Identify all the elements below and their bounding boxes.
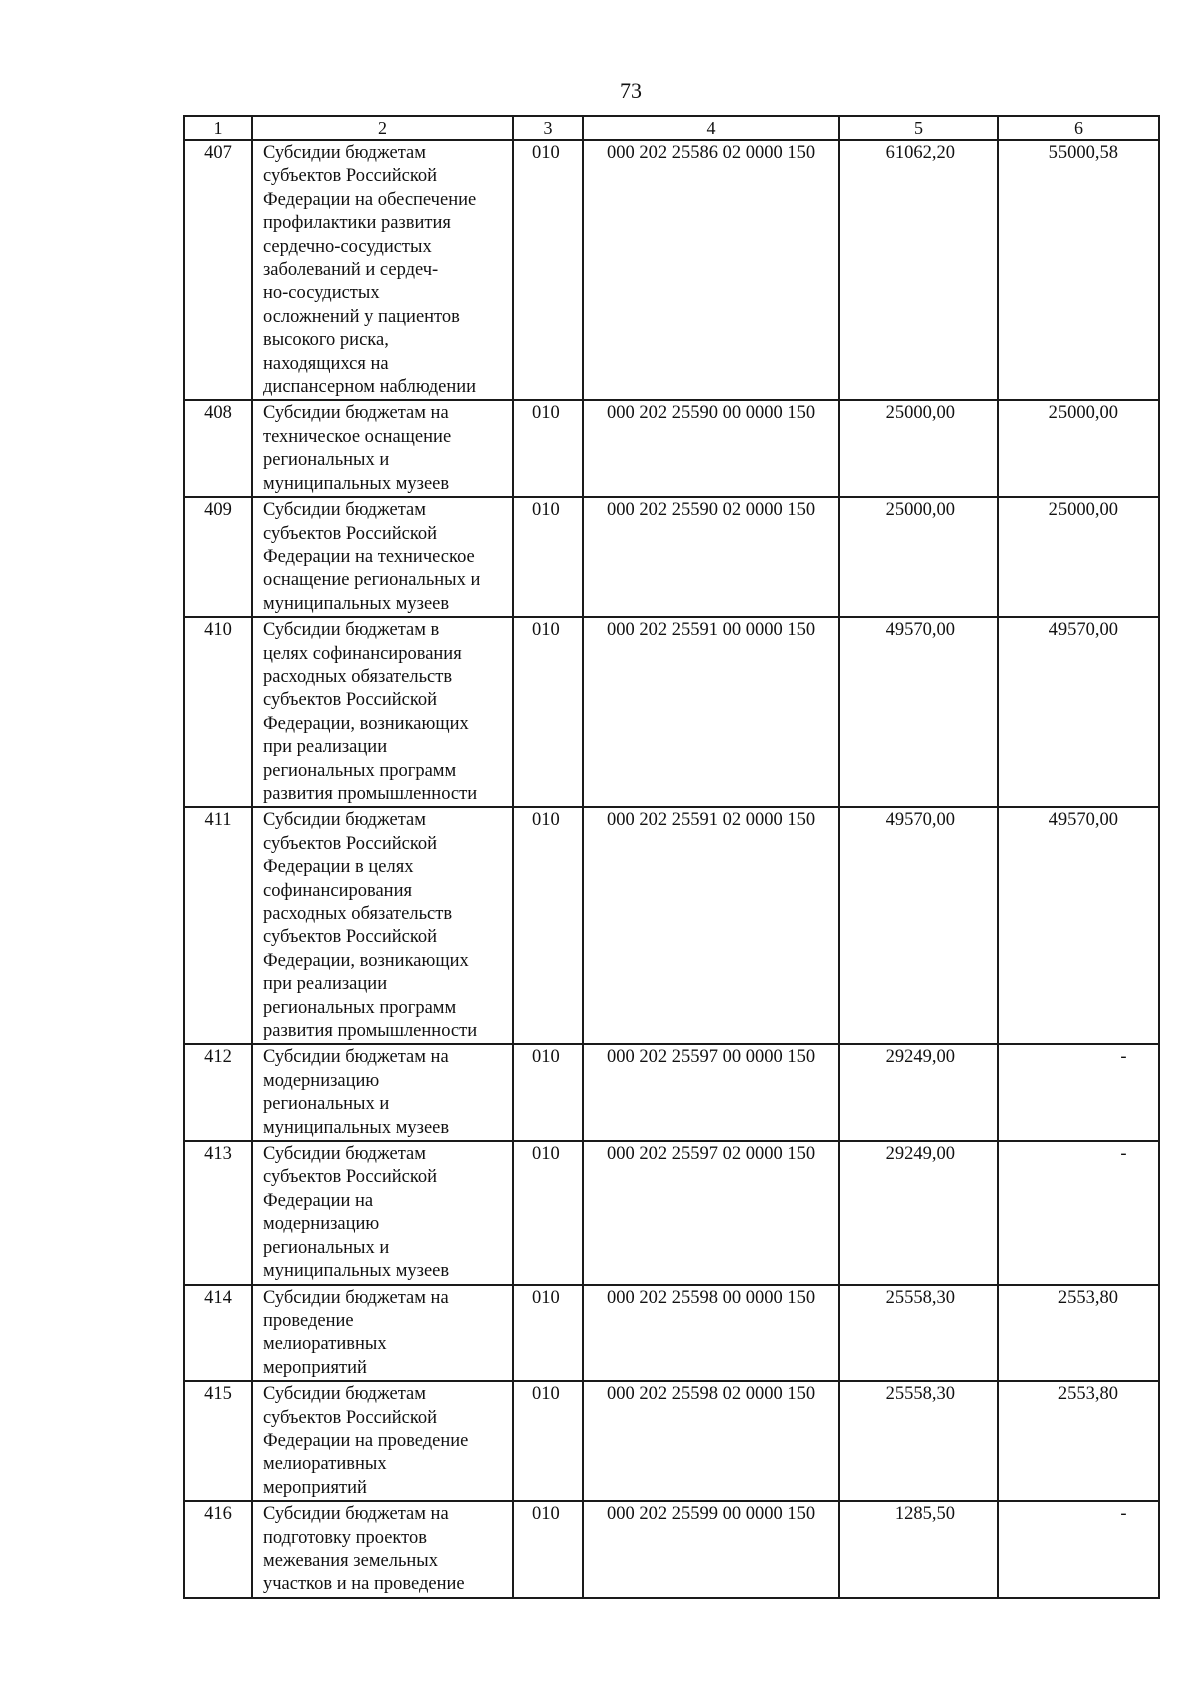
column-header: 5 <box>839 116 998 140</box>
table-row <box>184 140 1159 400</box>
row-name-line: Субсидии бюджетам <box>263 1384 426 1405</box>
row-value1-cell: 49570,00 <box>839 807 998 1044</box>
row-name-line: субъектов Российской <box>263 927 438 948</box>
row-name-line: межевания земельных <box>263 1550 438 1571</box>
row-name-line: региональных программ <box>263 760 457 781</box>
row-value1-cell: 25000,00 <box>839 400 998 497</box>
row-admin-cell: 010 <box>513 1044 583 1141</box>
row-name-line: софинансирования <box>263 880 412 901</box>
row-name-line: при реализации <box>263 737 388 758</box>
row-value2-cell: 25000,00 <box>998 497 1159 617</box>
row-name-line: региональных и <box>263 450 390 471</box>
column-header: 6 <box>998 116 1159 140</box>
row-name-line: находящихся на <box>263 353 389 374</box>
row-value2-cell: 2553,80 <box>998 1381 1159 1501</box>
row-code-cell: 000 202 25591 02 0000 150 <box>583 807 839 1044</box>
row-admin-cell: 010 <box>513 497 583 617</box>
row-value2-cell: 55000,58 <box>998 140 1159 400</box>
row-name-line: субъектов Российской <box>263 690 438 711</box>
row-value2-cell: 49570,00 <box>998 807 1159 1044</box>
row-code-cell: 000 202 25598 00 0000 150 <box>583 1285 839 1382</box>
row-value1-cell: 25000,00 <box>839 497 998 617</box>
row-name-line: муниципальных музеев <box>263 1117 450 1138</box>
row-name-line: подготовку проектов <box>263 1527 427 1548</box>
row-value1-cell: 25558,30 <box>839 1381 998 1501</box>
row-name-line: мелиоративных <box>263 1454 387 1475</box>
row-value2-cell: 49570,00 <box>998 617 1159 807</box>
row-value2-cell: 2553,80 <box>998 1285 1159 1382</box>
budget-table <box>183 115 1160 1599</box>
row-code-cell: 000 202 25591 00 0000 150 <box>583 617 839 807</box>
row-name-line: Федерации в целях <box>263 857 414 878</box>
row-name-cell <box>252 497 513 617</box>
row-name-cell <box>252 140 513 400</box>
row-name-cell <box>252 1381 513 1501</box>
row-name-line: мероприятий <box>263 1357 367 1378</box>
row-name-line: региональных и <box>263 1094 390 1115</box>
table-row <box>184 1501 1159 1598</box>
row-name-line: при реализации <box>263 974 388 995</box>
row-name-line: Субсидии бюджетам <box>263 143 426 163</box>
table-row <box>184 400 1159 497</box>
row-admin-cell: 010 <box>513 807 583 1044</box>
table-row <box>184 807 1159 1044</box>
row-name-cell <box>252 807 513 1044</box>
row-name-line: субъектов Российской <box>263 166 438 187</box>
row-admin-cell: 010 <box>513 1381 583 1501</box>
row-name-line: развития промышленности <box>263 783 478 804</box>
row-value2-cell: - <box>998 1141 1159 1284</box>
page-number: 73 <box>620 78 642 103</box>
row-value1-cell: 49570,00 <box>839 617 998 807</box>
row-code-cell: 000 202 25598 02 0000 150 <box>583 1381 839 1501</box>
row-name-line: муниципальных музеев <box>263 473 450 494</box>
row-number-cell: 415 <box>184 1381 252 1501</box>
row-name-line: Субсидии бюджетам на <box>263 1047 449 1068</box>
column-header: 2 <box>252 116 513 140</box>
row-number-cell: 412 <box>184 1044 252 1141</box>
table-row <box>184 1381 1159 1501</box>
row-name-line: Федерации на <box>263 1190 374 1211</box>
row-name-line: диспансерном наблюдении <box>263 377 477 398</box>
row-name-line: Субсидии бюджетам на <box>263 1504 449 1525</box>
row-name-line: Субсидии бюджетам <box>263 500 426 521</box>
row-name-line: модернизацию <box>263 1070 380 1091</box>
column-header: 4 <box>583 116 839 140</box>
row-name-line: Субсидии бюджетам в <box>263 620 440 641</box>
row-value1-cell: 61062,20 <box>839 140 998 400</box>
row-number-cell: 411 <box>184 807 252 1044</box>
row-code-cell: 000 202 25590 00 0000 150 <box>583 400 839 497</box>
row-number-cell: 408 <box>184 400 252 497</box>
row-name-line: Федерации, возникающих <box>263 950 469 971</box>
table-row <box>184 497 1159 617</box>
table-row <box>184 1044 1159 1141</box>
row-name-line: но-сосудистых <box>263 283 380 304</box>
row-admin-cell: 010 <box>513 1285 583 1382</box>
row-name-line: Федерации, возникающих <box>263 713 469 734</box>
row-name-line: субъектов Российской <box>263 833 438 854</box>
row-name-cell <box>252 1044 513 1141</box>
row-name-cell <box>252 1141 513 1284</box>
table-body <box>184 140 1159 1598</box>
row-name-line: высокого риска, <box>263 330 389 351</box>
row-name-line: Субсидии бюджетам <box>263 1144 426 1165</box>
table-row <box>184 1141 1159 1284</box>
row-number-cell: 409 <box>184 497 252 617</box>
row-name-line: мероприятий <box>263 1477 367 1498</box>
row-name-line: Субсидии бюджетам на <box>263 403 449 424</box>
row-name-line: развития промышленности <box>263 1021 478 1042</box>
row-admin-cell: 010 <box>513 140 583 400</box>
row-name-line: сердечно-сосудистых <box>263 236 432 257</box>
row-name-line: Федерации на обеспечение <box>263 189 477 210</box>
row-name-line: расходных обязательств <box>263 904 453 924</box>
column-header: 3 <box>513 116 583 140</box>
row-value2-cell: - <box>998 1501 1159 1598</box>
table-row <box>184 1285 1159 1382</box>
row-code-cell: 000 202 25590 02 0000 150 <box>583 497 839 617</box>
row-name-line: проведение <box>263 1310 354 1331</box>
row-name-cell <box>252 400 513 497</box>
row-admin-cell: 010 <box>513 1501 583 1598</box>
row-name-line: муниципальных музеев <box>263 1261 450 1282</box>
row-value2-cell: 25000,00 <box>998 400 1159 497</box>
row-code-cell: 000 202 25586 02 0000 150 <box>583 140 839 400</box>
row-name-line: модернизацию <box>263 1214 380 1235</box>
row-name-line: Субсидии бюджетам <box>263 810 426 831</box>
row-number-cell: 410 <box>184 617 252 807</box>
row-name-cell <box>252 1285 513 1382</box>
row-name-line: оснащение региональных и <box>263 570 481 591</box>
row-name-line: региональных и <box>263 1237 390 1258</box>
table-header-row <box>184 116 1159 140</box>
row-name-line: Субсидии бюджетам на <box>263 1287 449 1308</box>
row-name-line: целях софинансирования <box>263 643 462 664</box>
row-number-cell: 414 <box>184 1285 252 1382</box>
column-header: 1 <box>184 116 252 140</box>
row-name-line: субъектов Российской <box>263 523 438 544</box>
row-admin-cell: 010 <box>513 400 583 497</box>
row-value2-cell: - <box>998 1044 1159 1141</box>
row-name-cell <box>252 1501 513 1598</box>
row-name-line: мелиоративных <box>263 1334 387 1355</box>
row-name-line: участков и на проведение <box>263 1574 465 1595</box>
row-name-cell <box>252 617 513 807</box>
row-value1-cell: 25558,30 <box>839 1285 998 1382</box>
row-value1-cell: 29249,00 <box>839 1141 998 1284</box>
row-code-cell: 000 202 25597 02 0000 150 <box>583 1141 839 1284</box>
row-name-line: субъектов Российской <box>263 1167 438 1188</box>
row-name-line: техническое оснащение <box>263 426 452 447</box>
row-name-line: Федерации на проведение <box>263 1430 469 1451</box>
row-name-line: субъектов Российской <box>263 1407 438 1428</box>
row-name-line: Федерации на техническое <box>263 546 475 567</box>
row-name-line: профилактики развития <box>263 213 451 234</box>
row-admin-cell: 010 <box>513 617 583 807</box>
row-value1-cell: 29249,00 <box>839 1044 998 1141</box>
row-name-line: осложнений у пациентов <box>263 306 460 327</box>
row-number-cell: 413 <box>184 1141 252 1284</box>
row-code-cell: 000 202 25599 00 0000 150 <box>583 1501 839 1598</box>
row-value1-cell: 1285,50 <box>839 1501 998 1598</box>
row-number-cell: 416 <box>184 1501 252 1598</box>
row-name-line: муниципальных музеев <box>263 593 450 614</box>
row-number-cell: 407 <box>184 140 252 400</box>
row-name-line: расходных обязательств <box>263 666 453 687</box>
row-name-line: заболеваний и сердеч- <box>263 260 439 281</box>
row-name-line: региональных программ <box>263 997 457 1018</box>
row-code-cell: 000 202 25597 00 0000 150 <box>583 1044 839 1141</box>
table-row <box>184 617 1159 807</box>
row-admin-cell: 010 <box>513 1141 583 1284</box>
